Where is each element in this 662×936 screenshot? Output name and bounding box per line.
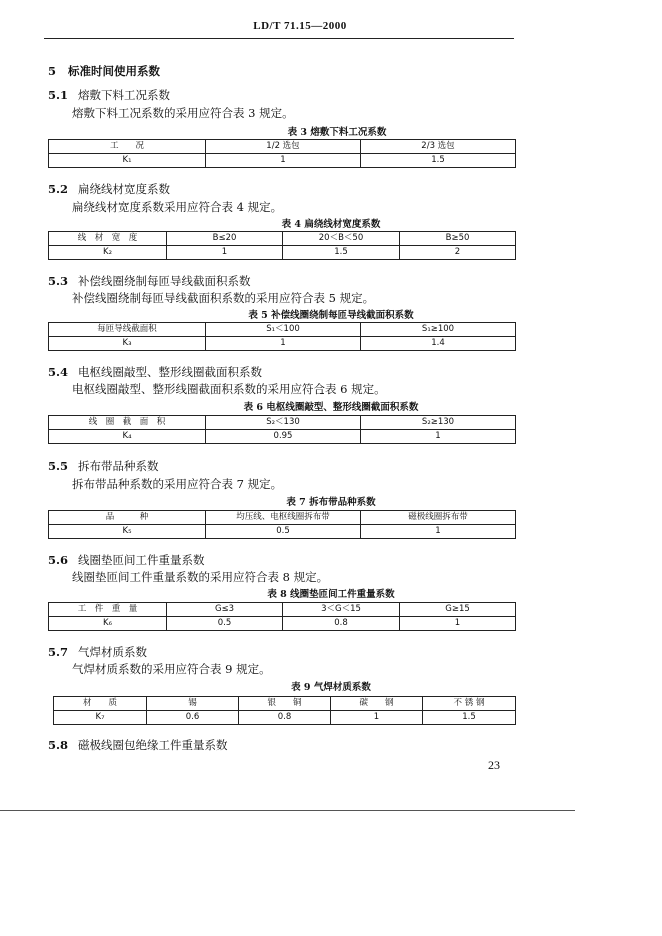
subsection-heading — [48, 364, 262, 380]
subsection-title: 扁绕线材宽度系数 — [78, 182, 171, 196]
table-header-cell: 工 件 重 量 — [49, 603, 167, 617]
header-divider — [44, 38, 514, 39]
table-header-cell: 锡 — [147, 697, 239, 711]
table-caption: 表 8 线圈垫匝间工件重量系数 — [267, 589, 395, 600]
paragraph: 线圈垫匝间工件重量系数的采用应符合表 8 规定。 — [72, 570, 329, 584]
table-cell: 0.8 — [283, 617, 400, 631]
table-header-cell: S₁＜100 — [206, 323, 361, 337]
subsection-number: 5.8 — [48, 738, 69, 752]
subsection-heading — [48, 87, 170, 103]
subsection-heading — [48, 181, 170, 197]
subsection-number: 5.6 — [48, 553, 69, 567]
table-header-cell: B≤20 — [167, 232, 283, 246]
subsection-heading — [48, 552, 205, 568]
subsection-heading — [48, 273, 251, 289]
subsection-title: 磁极线圈包绝缘工件重量系数 — [78, 738, 228, 752]
table-cell: 1 — [361, 525, 516, 539]
subsection-heading — [48, 644, 147, 660]
table-cell: 0.5 — [167, 617, 283, 631]
table-8 — [48, 602, 516, 631]
subsection-number: 5.2 — [48, 182, 69, 196]
paragraph: 气焊材质系数的采用应符合表 9 规定。 — [72, 662, 271, 676]
subsection-heading — [48, 458, 159, 474]
table-header-cell: 1/2 选包 — [206, 140, 361, 154]
table-header-cell: S₂＜130 — [206, 416, 361, 430]
subsection-number: 5.7 — [48, 645, 69, 659]
table-cell: 1.5 — [361, 154, 516, 168]
table-header-cell: S₁≥100 — [361, 323, 516, 337]
table-6 — [48, 415, 516, 444]
table-header-cell: G≤3 — [167, 603, 283, 617]
table-caption: 表 4 扁绕线材宽度系数 — [281, 219, 381, 230]
paragraph: 熔敷下料工况系数的采用应符合表 3 规定。 — [72, 106, 294, 120]
table-header-cell: G≥15 — [400, 603, 516, 617]
table-3 — [48, 139, 516, 168]
bottom-divider — [0, 810, 575, 811]
section-number: 5 — [48, 64, 57, 78]
table-cell: 1 — [361, 430, 516, 444]
table-caption: 表 5 补偿线圈绕制每匝导线截面积系数 — [248, 310, 414, 321]
subsection-title: 熔敷下料工况系数 — [78, 88, 171, 102]
table-cell: 1 — [206, 154, 361, 168]
table-cell: K₇ — [54, 711, 147, 725]
table-cell: 1.4 — [361, 337, 516, 351]
table-cell: K₆ — [49, 617, 167, 631]
table-header-cell: 线 圈 截 面 积 — [49, 416, 206, 430]
table-cell: 1 — [167, 246, 283, 260]
section-heading — [48, 63, 160, 79]
subsection-title: 电枢线圈敲型、整形线圈截面积系数 — [78, 365, 263, 379]
table-header-cell: 每匝导线截面积 — [49, 323, 206, 337]
paragraph: 拆布带品种系数的采用应符合表 7 规定。 — [72, 477, 283, 491]
table-9 — [53, 696, 516, 725]
subsection-title: 拆布带品种系数 — [78, 459, 159, 473]
table-caption: 表 9 气焊材质系数 — [291, 682, 371, 693]
table-cell: 1.5 — [283, 246, 400, 260]
subsection-heading — [48, 737, 228, 753]
table-cell: 0.95 — [206, 430, 361, 444]
paragraph: 电枢线圈敲型、整形线圈截面积系数的采用应符合表 6 规定。 — [72, 382, 386, 396]
table-header-cell: 均压线、电枢线圈拆布带 — [206, 511, 361, 525]
table-cell: K₃ — [49, 337, 206, 351]
subsection-number: 5.3 — [48, 274, 69, 288]
table-header-cell: 2/3 选包 — [361, 140, 516, 154]
table-cell: K₄ — [49, 430, 206, 444]
table-header-cell: 20＜B＜50 — [283, 232, 400, 246]
subsection-title: 气焊材质系数 — [78, 645, 148, 659]
table-header-cell: S₂≥130 — [361, 416, 516, 430]
table-header-cell: 磁极线圈拆布带 — [361, 511, 516, 525]
table-header-cell: 不 锈 钢 — [423, 697, 516, 711]
table-cell: 1 — [400, 617, 516, 631]
table-cell: 0.6 — [147, 711, 239, 725]
table-cell: 2 — [400, 246, 516, 260]
table-cell: 0.8 — [239, 711, 331, 725]
page-header: LD/T 71.15—2000 — [253, 20, 347, 32]
table-cell: 1.5 — [423, 711, 516, 725]
table-header-cell: 碳 钢 — [331, 697, 423, 711]
table-header-cell: 银 铜 — [239, 697, 331, 711]
subsection-number: 5.1 — [48, 88, 69, 102]
table-cell: K₁ — [49, 154, 206, 168]
table-4 — [48, 231, 516, 260]
subsection-title: 补偿线圈绕制每匝导线截面积系数 — [78, 274, 251, 288]
table-cell: K₂ — [49, 246, 167, 260]
subsection-title: 线圈垫匝间工件重量系数 — [78, 553, 205, 567]
table-header-cell: 品 种 — [49, 511, 206, 525]
table-7 — [48, 510, 516, 539]
section-title: 标准时间使用系数 — [68, 64, 161, 78]
table-5 — [48, 322, 516, 351]
table-header-cell: 线 材 宽 度 — [49, 232, 167, 246]
paragraph: 补偿线圈绕制每匝导线截面积系数的采用应符合表 5 规定。 — [72, 291, 375, 305]
table-header-cell: 3＜G＜15 — [283, 603, 400, 617]
table-caption: 表 3 熔敷下料工况系数 — [287, 127, 387, 138]
table-header-cell: B≥50 — [400, 232, 516, 246]
table-cell: 1 — [331, 711, 423, 725]
table-cell: K₅ — [49, 525, 206, 539]
table-header-cell: 材 质 — [54, 697, 147, 711]
table-header-cell: 工 况 — [49, 140, 206, 154]
table-caption: 表 6 电枢线圈敲型、整形线圈截面积系数 — [243, 402, 419, 413]
page-number: 23 — [488, 758, 500, 772]
subsection-number: 5.5 — [48, 459, 69, 473]
subsection-number: 5.4 — [48, 365, 69, 379]
table-cell: 0.5 — [206, 525, 361, 539]
table-cell: 1 — [206, 337, 361, 351]
table-caption: 表 7 拆布带品种系数 — [286, 497, 376, 508]
paragraph: 扁绕线材宽度系数采用应符合表 4 规定。 — [72, 200, 283, 214]
